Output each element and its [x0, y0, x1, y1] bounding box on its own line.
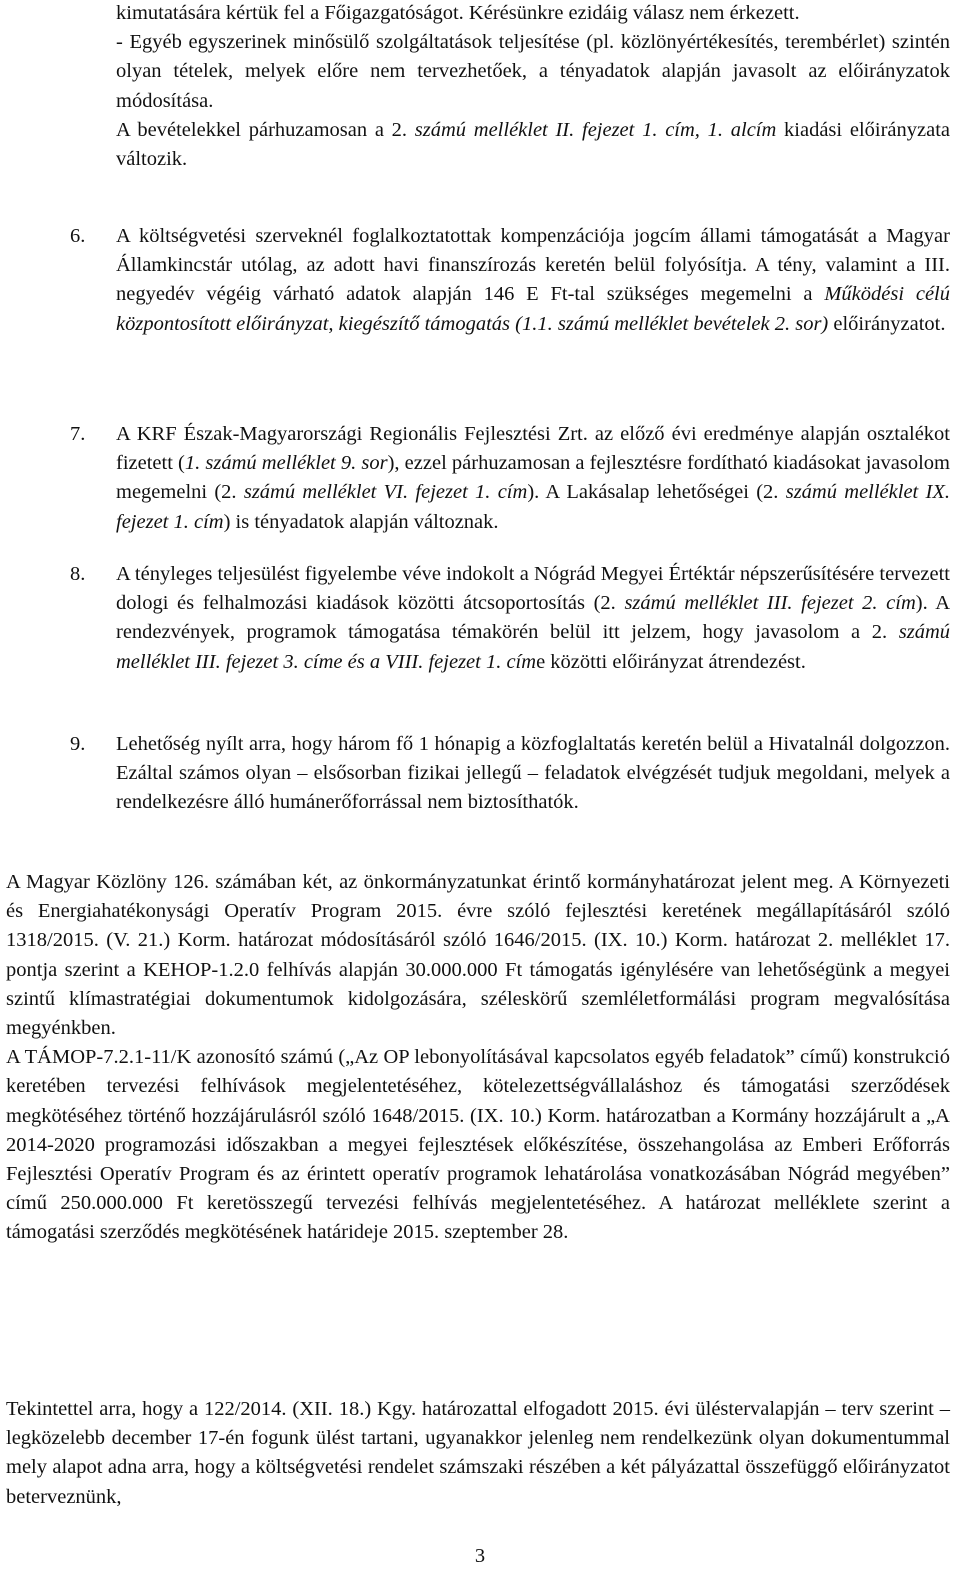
text-run: ). A Lakásalap lehetőségei (2. [527, 481, 786, 504]
item-number-8: 8. [70, 563, 86, 585]
item-8-paragraph [116, 560, 950, 677]
item-number-6: 6. [70, 225, 86, 247]
text-run: ) is tényadatok alapján változnak. [223, 510, 499, 533]
text-run: A tényleges teljesülést figyelembe véve indokolt a Nógrád Megyei Értéktár népszerűsítésére tervezett dologi és felhalmozási kiadások közötti átcsoportosítás (2. [116, 563, 950, 615]
item-7-paragraph [116, 420, 950, 537]
continuation-line-2: - Egyéb egyszerinek minősülő szolgáltatások teljesítése (pl. közlönyértékesítés, terembérlet) szintén olyan tételek, melyek előre nem tervezhetőek, a tényadatok alapján javasolt az előirányzatok módosítása. [116, 31, 950, 112]
italic-reference: 1. számú melléklet 9. sor [184, 452, 388, 475]
text-run: A KRF Észak-Magyarországi Regionális Fejlesztési Zrt. az előző évi eredménye alapján osztalékot fizetett ( [116, 423, 950, 475]
page-number: 3 [474, 1545, 486, 1567]
italic-reference: számú melléklet III. fejezet 3. címe és a VIII. fejezet 1. cím [116, 621, 950, 673]
text-run: e közötti előirányzat átrendezést. [536, 650, 806, 673]
item-6-paragraph [116, 222, 950, 339]
item-number-9: 9. [70, 733, 86, 755]
item-9-text: Lehetőség nyílt arra, hogy három fő 1 hónapig a közfoglaltatás keretén belül a Hivatalnál dolgozzon. Ezáltal számos olyan – elsősorban fizikai jellegű – feladatok elvégzését tudjuk megoldani, melyek a rendelkezésre álló humánerőforrással nem biztosíthatók. [116, 733, 950, 814]
continuation-line-3 [116, 116, 950, 174]
text-run: A költségvetési szerveknél foglalkoztatottak kompenzációja jogcím állami támogatását a Magyar Államkincstár utólag, az adott havi finanszírozás keretén belül folyósítja. A tény, valamint a III. negyedév végéig várható adatok alapján 146 E Ft-tal szükséges megemelni a [116, 225, 950, 306]
text-run: előirányzatot. [828, 312, 946, 335]
tekintettel-paragraph [6, 1395, 950, 1512]
italic-reference: Működési célú központosított előirányzat, kiegészítő támogatás (1.1. számú melléklet bevételek 2. sor) [116, 283, 951, 335]
italic-reference: számú melléklet IX. fejezet 1. cím [116, 481, 950, 533]
italic-reference: számú melléklet III. fejezet 2. cím [624, 592, 916, 615]
text-run: ), ezzel párhuzamosan a fejlesztésre fordítható kiadásokat javasolom megemelni (2. [116, 452, 950, 504]
italic-reference: számú melléklet VI. fejezet 1. cím [243, 481, 528, 504]
kozlony-text: A Magyar Közlöny 126. számában két, az önkormányzatunkat érintő kormányhatározat jelent meg. A Környezeti és Energiahatékonysági Operatív Program 2015. évre szóló fejlesztési keretének megállapításáról szóló 1318/2015. (V. 21.) Korm. határozat módosításáról szóló 1646/2015. (IX. 10.) Korm. határozat 2. melléklet 17. pontja szerint a KEHOP-1.2.0 felhívás alapján 30.000.000 Ft támogatás igénylésére van lehetőségünk a megyei szintű klímastratégiai dokumentumok kidolgozására, széleskörű szemléletformálási program megvalósítása megyénkben. [6, 871, 950, 1040]
item-9-paragraph [116, 730, 950, 818]
text-run: kiadási előirányzata változik. [116, 118, 950, 171]
kozlony-paragraph [6, 868, 950, 1248]
tekintettel-text: Tekintettel arra, hogy a 122/2014. (XII. 18.) Kgy. határozattal elfogadott 2015. évi üléstervalapján – terv szerint – legközelebb december 17-én fogunk ülést tartani, ugyanakkor jelenleg nem rendelkezünk olyan dokumentummal mely alapot adna arra, hogy a költségvetési rendelet számszaki részében a két pályázattal összefüggő előirányzatot beterveznünk, [6, 1398, 950, 1508]
item-number-7: 7. [70, 423, 86, 445]
text-run: A bevételekkel párhuzamosan a 2. [116, 118, 415, 141]
text-run: ). A rendezvények, programok támogatása témakörén belül itt jelzem, hogy javasolom a 2. [116, 592, 950, 644]
continuation-paragraph [116, 0, 950, 174]
italic-reference: számú melléklet II. fejezet 1. cím, 1. alcím [414, 118, 777, 141]
continuation-line-1: kimutatására kértük fel a Főigazgatóságot. Kérésünkre ezidáig válasz nem érkezett. [116, 2, 800, 24]
tamop-text: A TÁMOP-7.2.1-11/K azonosító számú („Az OP lebonyolításával kapcsolatos egyéb feladatok” című) konstrukció keretében tervezési felhívások megjelentetéséhez, kötelezettségvállaláshoz és támogatási szerződések megkötéséhez történő hozzájárulásról szóló 1648/2015. (IX. 10.) Korm. határozatban a Kormány hozzájárult a „A 2014-2020 programozási időszakban a megyei fejlesztések előkészítése, összehangolása az Emberi Erőforrás Fejlesztési Operatív Program és az érintett operatív programok lehatárolása vonatkozásában Nógrád megyében” című 250.000.000 Ft keretösszegű tervezési felhívás megjelentetéséhez. A határozat melléklete szerint a támogatási szerződés megkötésének határideje 2015. szeptember 28. [6, 1046, 950, 1244]
